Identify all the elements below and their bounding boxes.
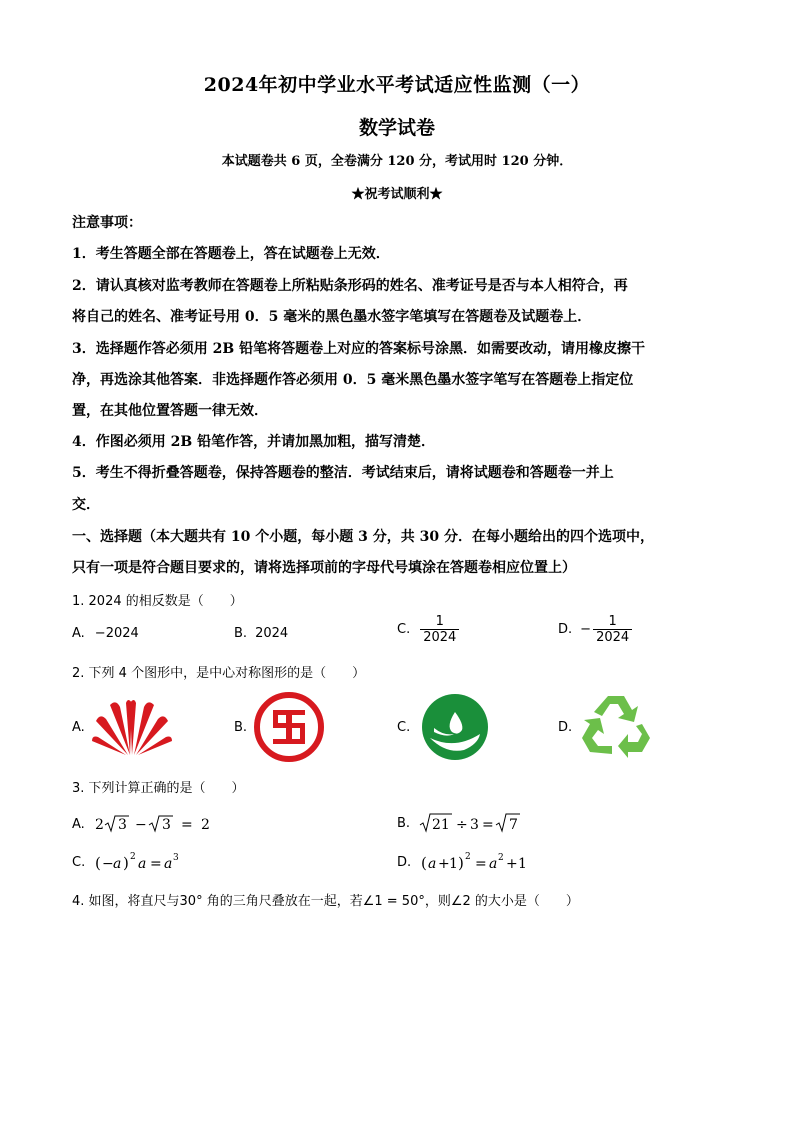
fraction — [420, 614, 459, 645]
svg-text:+: + — [506, 856, 518, 872]
svg-text:a: a — [489, 856, 498, 872]
notes-line: 1．考生答题全部在答题卷上，答在试题卷上无效． — [72, 246, 390, 262]
q3-option-b — [397, 811, 528, 835]
option-label: D. — [397, 854, 412, 870]
svg-text:÷: ÷ — [456, 817, 468, 833]
denominator: 2024 — [593, 629, 632, 645]
svg-text:2: 2 — [200, 817, 210, 833]
svg-text:(: ( — [421, 854, 428, 872]
q2-option-c-label: C. — [397, 720, 411, 735]
q3-d-formula — [419, 850, 549, 874]
notes-line: 将自己的姓名、准考证号用 0．5 毫米的黑色墨水签字笔填写在答题卷及试题卷上． — [72, 309, 592, 325]
svg-text:3: 3 — [173, 853, 179, 863]
question-2-stem: 2. 下列 4 个图形中，是中心对称图形的是（ ） — [72, 666, 366, 681]
page-subtitle: 数学试卷 — [358, 117, 435, 139]
svg-text:=: = — [180, 817, 193, 833]
denominator: 2024 — [420, 629, 459, 645]
notes-line: 4．作图必须用 2B 铅笔作答，并请加黑加粗，描写清楚． — [72, 434, 436, 450]
svg-text:=: = — [150, 856, 162, 872]
q3-b-formula — [418, 811, 528, 835]
svg-text:a: a — [138, 856, 147, 872]
notes-line: 3．选择题作答必须用 2B 铅笔将答题卷上对应的答案标号涂黑．如需要改动，请用橡皮擦干 — [72, 341, 646, 357]
q2-option-a-label: A. — [72, 720, 85, 735]
svg-text:−: − — [134, 817, 147, 833]
svg-text:7: 7 — [509, 817, 518, 833]
svg-text:=: = — [475, 856, 487, 872]
svg-text:3: 3 — [117, 817, 127, 833]
notes-line: 净，再选涂其他答案．非选择题作答必须用 0．5 毫米黑色墨水签字笔写在答题卷上指定位 — [72, 372, 634, 388]
q2-option-d-label: D. — [558, 720, 573, 735]
question-1-stem: 1. 2024 的相反数是（ ） — [72, 594, 243, 609]
option-label: C. — [72, 854, 86, 870]
q2-option-b-label: B. — [234, 720, 248, 735]
svg-text:(: ( — [95, 854, 102, 872]
svg-text:): ) — [123, 854, 130, 872]
icbc-logo-icon — [254, 692, 324, 762]
option-value: −2024 — [94, 626, 139, 641]
question-4-stem: 4. 如图，将直尺与30° 角的三角尺叠放在一起，若∠1 = 50°，则∠2 的大小是（ ） — [72, 894, 579, 909]
svg-text:+: + — [438, 856, 450, 872]
water-drop-logo-icon — [420, 692, 490, 762]
numerator: 1 — [608, 614, 617, 629]
svg-text:−: − — [102, 856, 114, 872]
svg-text:1: 1 — [449, 856, 459, 872]
svg-text:=: = — [482, 817, 494, 833]
svg-text:a: a — [113, 856, 122, 872]
q3-a-formula — [93, 813, 223, 835]
notes-heading: 注意事项： — [72, 215, 142, 231]
q3-c-formula — [93, 850, 203, 874]
option-label: A. — [72, 626, 85, 641]
minus-sign: − — [580, 622, 592, 637]
section-heading-line: 只有一项是符合题目要求的，请将选择项前的字母代号填涂在答题卷相应位置上） — [72, 560, 576, 576]
recycle-logo-icon — [580, 690, 652, 760]
exam-info: 本试题卷共 6 页，全卷满分 120 分，考试用时 120 分钟． — [221, 154, 573, 169]
notes-line: 5．考生不得折叠答题卷，保持答题卷的整洁．考试结束后，请将试题卷和答题卷一并上 — [72, 465, 614, 481]
svg-text:21: 21 — [432, 817, 450, 833]
exam-blessing: ★祝考试顺利★ — [351, 187, 443, 202]
notes-line: 置，在其他位置答题一律无效． — [72, 403, 268, 419]
q3-option-c — [72, 850, 203, 874]
fraction — [593, 614, 632, 645]
q1-option-b — [234, 626, 288, 641]
page-title: 2024年初中学业水平考试适应性监测（一） — [203, 74, 591, 96]
svg-text:2: 2 — [498, 853, 504, 863]
q1-option-d — [558, 614, 632, 645]
svg-text:1: 1 — [518, 856, 528, 872]
svg-text:2: 2 — [465, 852, 471, 862]
question-3-stem: 3. 下列计算正确的是（ ） — [72, 781, 245, 796]
option-label: A. — [72, 816, 85, 832]
svg-text:): ) — [458, 854, 465, 872]
huawei-logo-icon — [90, 695, 174, 757]
svg-text:3: 3 — [470, 817, 479, 833]
svg-text:2: 2 — [94, 817, 104, 833]
q3-option-d — [397, 850, 549, 874]
section-heading-line: 一、选择题（本大题共有 10 个小题，每小题 3 分，共 30 分．在每小题给出的四个选项中， — [72, 529, 654, 545]
svg-text:a: a — [428, 856, 437, 872]
option-label: B. — [397, 815, 411, 831]
svg-text:a: a — [164, 856, 173, 872]
numerator: 1 — [435, 614, 444, 629]
notes-line: 2．请认真核对监考教师在答题卷上所粘贴条形码的姓名、准考证号是否与本人相符合，再 — [72, 278, 628, 294]
option-value: 2024 — [255, 626, 289, 641]
q1-option-a — [72, 626, 139, 641]
svg-text:2: 2 — [130, 852, 136, 862]
q3-option-a — [72, 813, 223, 835]
svg-text:3: 3 — [161, 817, 171, 833]
option-label: B. — [234, 626, 248, 641]
option-label: D. — [558, 622, 573, 637]
option-label: C. — [397, 622, 411, 637]
q1-option-c — [397, 614, 459, 645]
notes-line: 交． — [72, 497, 100, 513]
